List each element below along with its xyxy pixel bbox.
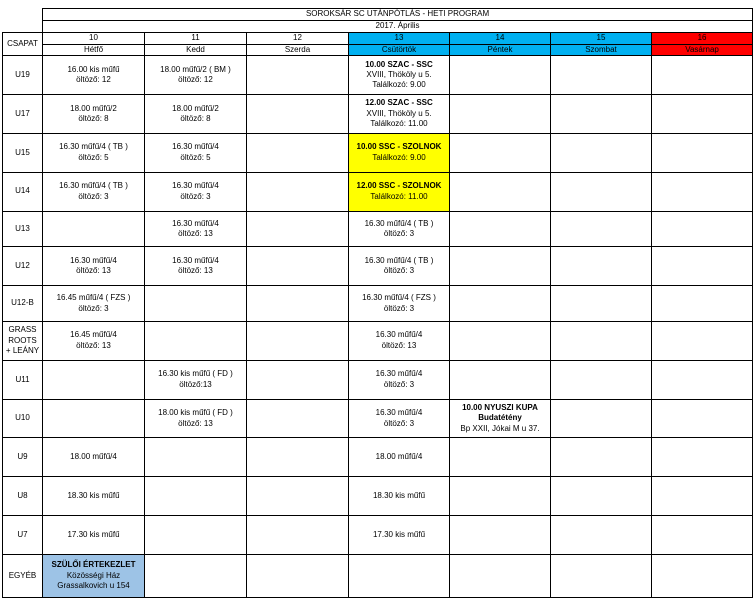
day-number-1: 10: [43, 32, 145, 44]
team-label: U15: [3, 133, 43, 172]
cell-text-line: öltöző: 13: [381, 340, 417, 350]
cell-text-line: öltöző: 13: [76, 340, 111, 350]
team-label: EGYÉB: [3, 555, 43, 598]
table-row: [3, 438, 753, 477]
corner-blank: [3, 9, 43, 21]
cell-text-line: 12.00 SZAC - SSC: [365, 98, 433, 108]
cell-text-line: Budatétény: [478, 413, 522, 423]
schedule-cell-day-3: [247, 477, 349, 516]
cell-text-line: 16.30 műfű/4 ( TB ): [59, 181, 128, 191]
schedule-cell-day-3: [247, 133, 349, 172]
schedule-cell-day-3: [247, 555, 349, 598]
schedule-cell-day-2: [145, 133, 247, 172]
cell-text-line: öltöző: 13: [76, 266, 111, 276]
schedule-cell-day-7: [652, 477, 753, 516]
team-label: U10: [3, 399, 43, 438]
schedule-cell-day-5: [450, 56, 551, 95]
cell-text-line: öltöző: 12: [76, 75, 111, 85]
schedule-cell-day-1: [43, 133, 145, 172]
schedule-cell-day-2: [145, 399, 247, 438]
cell-text-line: 10.00 SZAC - SSC: [365, 59, 433, 69]
schedule-cell-day-2: [145, 438, 247, 477]
cell-text-line: öltöző: 3: [180, 191, 211, 201]
table-row: [3, 399, 753, 438]
schedule-cell-day-3: [247, 438, 349, 477]
schedule-cell-day-5: [450, 360, 551, 399]
schedule-cell-day-1: [43, 477, 145, 516]
schedule-cell-day-1: [43, 516, 145, 555]
schedule-cell-day-2: [145, 321, 247, 360]
cell-text-line: 12.00 SSC - SZOLNOK: [356, 181, 442, 191]
schedule-cell-day-4: [349, 133, 450, 172]
cell-text-line: 16.30 műfű/4 ( TB ): [364, 255, 434, 265]
cell-text-line: öltöző:13: [179, 379, 212, 389]
schedule-cell-day-2: [145, 172, 247, 211]
schedule-cell-day-1: [43, 399, 145, 438]
schedule-cell-day-4: [349, 555, 450, 598]
cell-text-line: 10.00 SSC - SZOLNOK: [356, 142, 442, 152]
schedule-cell-day-2: [145, 56, 247, 95]
cell-text-line: Találkozó: 11.00: [370, 119, 428, 129]
table-row: [3, 95, 753, 134]
table-row: [3, 172, 753, 211]
table-row: [3, 516, 753, 555]
team-label: U17: [3, 95, 43, 134]
team-label: U12: [3, 247, 43, 286]
day-name-6: Szombat: [551, 44, 652, 56]
cell-text-line: öltöző: 5: [180, 152, 211, 162]
table-row: [3, 133, 753, 172]
schedule-cell-day-4: [349, 95, 450, 134]
schedule-cell-day-4: [349, 321, 450, 360]
schedule-cell-day-4: [349, 247, 450, 286]
schedule-cell-day-2: [145, 516, 247, 555]
schedule-cell-day-4: [349, 477, 450, 516]
day-name-4: Csütörtök: [349, 44, 450, 56]
schedule-cell-day-1: [43, 172, 145, 211]
schedule-cell-day-7: [652, 286, 753, 322]
cell-text-line: öltöző: 3: [78, 191, 109, 201]
weekly-schedule-table: [2, 8, 753, 598]
schedule-title: SOROKSÁR SC UTÁNPÓTLÁS - HETI PROGRAM: [43, 9, 753, 21]
schedule-cell-day-5: [450, 516, 551, 555]
schedule-cell-day-7: [652, 95, 753, 134]
day-number-2: 11: [145, 32, 247, 44]
cell-text-line: 10.00 NYUSZI KUPA: [462, 402, 538, 412]
schedule-cell-day-7: [652, 555, 753, 598]
cell-text-line: Közösségi Ház: [66, 570, 121, 580]
table-row: [3, 477, 753, 516]
schedule-cell-day-4: [349, 56, 450, 95]
day-name-5: Péntek: [450, 44, 551, 56]
table-row: [3, 56, 753, 95]
cell-text-line: öltöző: 13: [178, 266, 213, 276]
title-row: [3, 9, 753, 21]
cell-text-line: 17.30 kis műfű: [67, 529, 120, 539]
schedule-cell-day-6: [551, 321, 652, 360]
table-row: [3, 360, 753, 399]
schedule-cell-day-6: [551, 477, 652, 516]
schedule-cell-day-7: [652, 438, 753, 477]
cell-text-line: 16.30 műfű/4: [172, 255, 219, 265]
schedule-cell-day-7: [652, 321, 753, 360]
schedule-cell-day-3: [247, 286, 349, 322]
table-row: [3, 211, 753, 247]
cell-text-line: SZÜLŐI ÉRTEKEZLET: [51, 560, 136, 570]
date-row: [3, 21, 753, 33]
schedule-cell-day-2: [145, 95, 247, 134]
schedule-cell-day-5: [450, 133, 551, 172]
day-number-3: 12: [247, 32, 349, 44]
cell-text-line: 18.00 műfű/2: [172, 103, 219, 113]
cell-text-line: 16.30 műfű/4: [375, 369, 423, 379]
cell-text-line: 18.00 műfű/2 ( BM ): [160, 64, 231, 74]
day-number-5: 14: [450, 32, 551, 44]
schedule-cell-day-3: [247, 247, 349, 286]
schedule-cell-day-2: [145, 286, 247, 322]
team-label: U13: [3, 211, 43, 247]
cell-text-line: 18.00 műfű/4: [70, 452, 117, 462]
schedule-cell-day-3: [247, 56, 349, 95]
schedule-cell-day-5: [450, 95, 551, 134]
schedule-cell-day-6: [551, 286, 652, 322]
cell-text-line: öltöző: 3: [383, 418, 415, 428]
table-row: [3, 555, 753, 598]
cell-text-line: öltöző: 3: [383, 303, 415, 313]
cell-text-line: öltöző: 3: [78, 303, 109, 313]
table-row: [3, 286, 753, 322]
team-label: [3, 321, 43, 360]
schedule-cell-day-7: [652, 56, 753, 95]
schedule-cell-day-4: [349, 516, 450, 555]
schedule-body: [3, 9, 753, 598]
cell-text-line: 18.00 műfű/4: [375, 452, 423, 462]
team-label: U8: [3, 477, 43, 516]
cell-text-line: 16.30 műfű/4: [375, 330, 423, 340]
cell-text-line: 18.00 kis műfű ( FD ): [158, 408, 233, 418]
day-name-2: Kedd: [145, 44, 247, 56]
schedule-cell-day-7: [652, 133, 753, 172]
schedule-cell-day-3: [247, 95, 349, 134]
cell-text-line: Találkozó: 9.00: [372, 80, 426, 90]
schedule-cell-day-1: [43, 321, 145, 360]
cell-text-line: öltöző: 13: [178, 228, 213, 238]
cell-text-line: 16.30 műfű/4: [172, 218, 219, 228]
schedule-cell-day-7: [652, 211, 753, 247]
cell-text-line: 16.30 műfű/4 ( TB ): [364, 218, 434, 228]
schedule-cell-day-5: [450, 321, 551, 360]
schedule-cell-day-6: [551, 438, 652, 477]
schedule-cell-day-1: [43, 247, 145, 286]
schedule-cell-day-6: [551, 172, 652, 211]
schedule-cell-day-6: [551, 555, 652, 598]
team-label-line: + LEÁNY: [5, 346, 40, 356]
cell-text-line: 16.30 műfű/4: [70, 255, 117, 265]
schedule-cell-day-1: [43, 56, 145, 95]
day-number-row: [3, 32, 753, 44]
cell-text-line: 16.45 műfű/4 ( FZS ): [56, 293, 131, 303]
schedule-cell-day-3: [247, 211, 349, 247]
schedule-cell-day-1: [43, 95, 145, 134]
cell-text-line: XVIII, Thököly u 5.: [366, 69, 432, 79]
schedule-cell-day-6: [551, 56, 652, 95]
cell-text-line: 16.30 műfű/4 ( TB ): [59, 142, 128, 152]
schedule-cell-day-1: [43, 286, 145, 322]
schedule-date: 2017. Április: [43, 21, 753, 33]
schedule-cell-day-4: [349, 399, 450, 438]
schedule-cell-day-7: [652, 247, 753, 286]
team-label: U7: [3, 516, 43, 555]
team-label: U11: [3, 360, 43, 399]
team-label: U19: [3, 56, 43, 95]
schedule-cell-day-2: [145, 360, 247, 399]
schedule-cell-day-3: [247, 516, 349, 555]
schedule-cell-day-7: [652, 172, 753, 211]
schedule-cell-day-1: [43, 555, 145, 598]
day-name-7: Vasárnap: [652, 44, 753, 56]
schedule-cell-day-5: [450, 172, 551, 211]
team-label-line: GRASS: [8, 325, 37, 335]
cell-text-line: öltöző: 8: [180, 113, 211, 123]
cell-text-line: öltöző: 3: [383, 228, 415, 238]
cell-text-line: Találkozó: 11.00: [370, 191, 428, 201]
schedule-cell-day-4: [349, 360, 450, 399]
schedule-cell-day-5: [450, 399, 551, 438]
schedule-cell-day-4: [349, 211, 450, 247]
cell-text-line: 16.00 kis műfű: [67, 64, 120, 74]
schedule-cell-day-6: [551, 211, 652, 247]
schedule-cell-day-5: [450, 211, 551, 247]
day-number-6: 15: [551, 32, 652, 44]
schedule-cell-day-2: [145, 555, 247, 598]
cell-text-line: Találkozó: 9.00: [372, 152, 426, 162]
cell-text-line: öltöző: 8: [78, 113, 109, 123]
schedule-cell-day-4: [349, 172, 450, 211]
cell-text-line: öltöző: 13: [178, 418, 213, 428]
schedule-cell-day-6: [551, 95, 652, 134]
cell-text-line: XVIII, Thököly u 5.: [366, 108, 432, 118]
schedule-cell-day-1: [43, 211, 145, 247]
schedule-cell-day-2: [145, 211, 247, 247]
cell-text-line: öltöző: 3: [383, 379, 415, 389]
team-label: U9: [3, 438, 43, 477]
day-name-3: Szerda: [247, 44, 349, 56]
schedule-cell-day-4: [349, 286, 450, 322]
schedule-cell-day-5: [450, 286, 551, 322]
team-label-line: ROOTS: [8, 335, 37, 345]
schedule-cell-day-6: [551, 516, 652, 555]
schedule-cell-day-5: [450, 477, 551, 516]
cell-text-line: 18.00 műfű/2: [70, 103, 117, 113]
schedule-cell-day-5: [450, 555, 551, 598]
table-row: [3, 247, 753, 286]
schedule-cell-day-2: [145, 477, 247, 516]
cell-text-line: 16.30 műfű/4: [172, 181, 219, 191]
day-number-4: 13: [349, 32, 450, 44]
team-label: U12-B: [3, 286, 43, 322]
cell-text-line: 16.30 műfű/4 ( FZS ): [362, 293, 436, 303]
schedule-cell-day-3: [247, 172, 349, 211]
table-row: [3, 321, 753, 360]
cell-text-line: 16.30 kis műfű ( FD ): [158, 369, 233, 379]
cell-text-line: öltöző: 12: [178, 75, 213, 85]
schedule-cell-day-5: [450, 438, 551, 477]
schedule-cell-day-6: [551, 360, 652, 399]
cell-text-line: öltöző: 3: [383, 266, 415, 276]
cell-text-line: öltöző: 5: [78, 152, 109, 162]
schedule-cell-day-1: [43, 360, 145, 399]
schedule-cell-day-2: [145, 247, 247, 286]
team-column-header: CSAPAT: [3, 32, 43, 55]
team-label: U14: [3, 172, 43, 211]
schedule-cell-day-5: [450, 247, 551, 286]
schedule-cell-day-3: [247, 399, 349, 438]
cell-text-line: 17.30 kis műfű: [372, 529, 426, 539]
schedule-cell-day-1: [43, 438, 145, 477]
schedule-cell-day-7: [652, 399, 753, 438]
cell-text-line: Grassalkovich u 154: [57, 581, 130, 591]
day-number-7: 16: [652, 32, 753, 44]
schedule-cell-day-6: [551, 399, 652, 438]
schedule-cell-day-6: [551, 133, 652, 172]
cell-text-line: Bp XXII, Jókai M u 37.: [460, 423, 540, 433]
corner-blank-2: [3, 21, 43, 33]
schedule-cell-day-7: [652, 516, 753, 555]
schedule-cell-day-3: [247, 321, 349, 360]
schedule-cell-day-4: [349, 438, 450, 477]
schedule-cell-day-3: [247, 360, 349, 399]
schedule-cell-day-6: [551, 247, 652, 286]
cell-text-line: 18.30 kis műfű: [372, 491, 426, 501]
day-name-1: Hétfő: [43, 44, 145, 56]
schedule-cell-day-7: [652, 360, 753, 399]
cell-text-line: 16.30 műfű/4: [172, 142, 219, 152]
cell-text-line: 16.45 műfű/4: [70, 330, 117, 340]
day-name-row: [3, 44, 753, 56]
cell-text-line: 16.30 műfű/4: [375, 408, 423, 418]
cell-text-line: 18.30 kis műfű: [67, 491, 120, 501]
